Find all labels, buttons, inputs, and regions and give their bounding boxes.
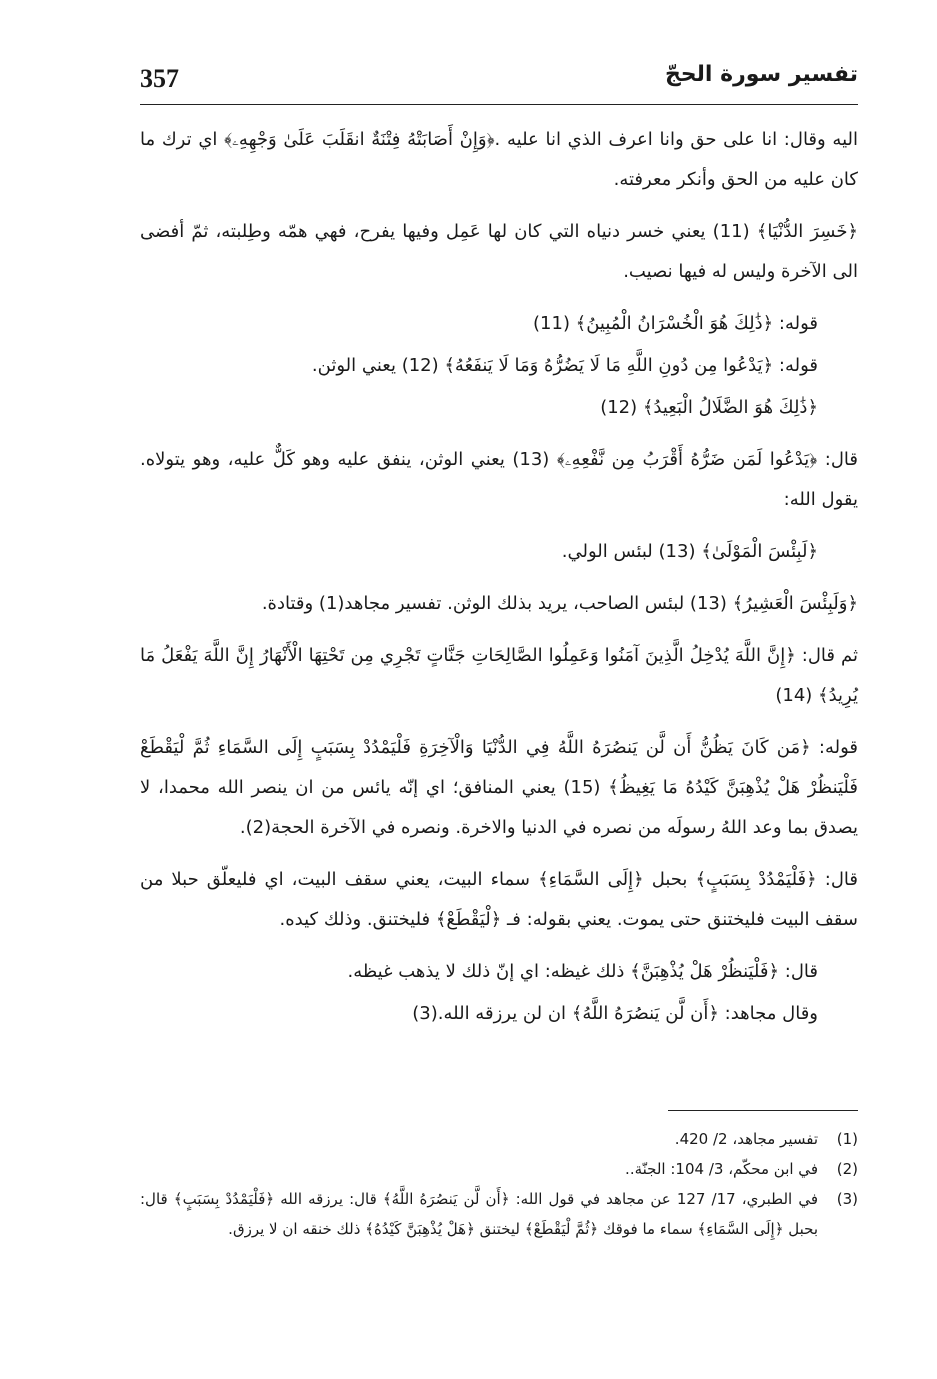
footnote-text: في الطبري، 17/ 127 عن مجاهد في قول الله: ﴿أَن لَّن يَنصُرَهُ اللَّهُ﴾ قال: يرزقه الله ﴿فَلْيَمْدُدْ بِسَبَبٍ﴾ قال: بحبل ﴿إِلَى السَّمَاءِ﴾ سماء ما فوقك ﴿ثُمَّ لْيَقْطَعْ﴾ ليختنق ﴿هَلْ يُذْهِبَنَّ كَيْدُهُ﴾ ذلك خنقه ان لا يرزق. — [140, 1190, 818, 1238]
paragraph-7: ﴿لَبِئْسَ الْمَوْلَىٰ﴾ (13) لبئس الولي. — [561, 541, 818, 562]
footnote-2 — [140, 1154, 858, 1184]
footnote-text: في ابن محكّم، 3/ 104: الجنّة.. — [625, 1160, 818, 1178]
footnote-divider — [668, 1110, 858, 1111]
page-number: 357 — [140, 64, 179, 93]
paragraph-8: ﴿وَلَبِئْسَ الْعَشِيرُ﴾ (13) لبئس الصاحب، يريد بذلك الوثن. تفسير مجاهد(1) وقتادة. — [261, 593, 858, 614]
paragraph-6: قال: ﴿يَدْعُوا لَمَن ضَرُّهُ أَقْرَبُ مِن نَّفْعِهِۦ﴾ (13) يعني الوثن، ينفق عليه وهو كَلٌّ عليه، وهو يتولاه. يقول الله: — [140, 449, 858, 510]
paragraph-10: قوله: ﴿مَن كَانَ يَظُنُّ أَن لَّن يَنصُرَهُ اللَّهُ فِي الدُّنْيَا وَالْآخِرَةِ فَلْيَمْدُدْ بِسَبَبٍ إِلَى السَّمَاءِ ثُمَّ لْيَقْطَعْ فَلْيَنظُرْ هَلْ يُذْهِبَنَّ كَيْدُهُ مَا يَغِيظُ﴾ (15) يعني المنافق؛ اي إنّه يائس من ان ينصر الله محمدا، لا يصدق بما وعد اللهُ رسولَه من نصره في الدنيا والاخرة. ونصره في الآخرة الحجة(2). — [140, 737, 858, 838]
paragraph-1: اليه وقال: انا على حق وانا اعرف الذي انا عليه .﴿وَإِنْ أَصَابَتْهُ فِتْنَةٌ انقَلَبَ عَلَىٰ وَجْهِهِۦ﴾ اي ترك ما كان عليه من الحق وأنكر معرفته. — [140, 129, 858, 190]
paragraph-5: ﴿ذَٰلِكَ هُوَ الضَّلَالُ الْبَعِيدُ﴾ (12) — [600, 397, 818, 418]
page-header — [140, 60, 858, 105]
paragraph-4: قوله: ﴿يَدْعُوا مِن دُونِ اللَّهِ مَا لَا يَضُرُّهُ وَمَا لَا يَنفَعُهُ﴾ (12) يعني الوثن. — [311, 355, 818, 376]
paragraph-3: قوله: ﴿ذَٰلِكَ هُوَ الْخُسْرَانُ الْمُبِينُ﴾ (11) — [533, 313, 818, 334]
footnote-number: (2) — [836, 1160, 858, 1178]
footnote-number: (1) — [836, 1130, 858, 1148]
paragraph-12: قال: ﴿فَلْيَنظُرْ هَلْ يُذْهِبَنَّ﴾ ذلك غيظه: اي إنّ ذلك لا يذهب غيظه. — [347, 961, 818, 982]
paragraph-11: قال: ﴿فَلْيَمْدُدْ بِسَبَبٍ﴾ بحبل ﴿إِلَى السَّمَاءِ﴾ سماء البيت، يعني سقف البيت، اي فليعلّق حبلا من سقف البيت فليختنق حتى يموت. يعني بقوله: فـ ﴿لْيَقْطَعْ﴾ فليختنق. وذلك كيده. — [140, 869, 858, 930]
footnotes — [140, 1124, 858, 1244]
paragraph-9: ثم قال: ﴿إِنَّ اللَّهَ يُدْخِلُ الَّذِينَ آمَنُوا وَعَمِلُوا الصَّالِحَاتِ جَنَّاتٍ تَجْرِي مِن تَحْتِهَا الْأَنْهَارُ إِنَّ اللَّهَ يَفْعَلُ مَا يُرِيدُ﴾ (14) — [140, 645, 858, 706]
paragraph-2: ﴿خَسِرَ الدُّنْيَا﴾ (11) يعني خسر دنياه التي كان لها عَمِل وفيها يفرح، فهي همّه وطِلبته، ثمّ أفضى الى الآخرة وليس له فيها نصيب. — [140, 221, 858, 282]
footnote-number: (3) — [836, 1190, 858, 1208]
footnote-1 — [140, 1124, 858, 1154]
running-title: تفسير سورة الحجّ — [664, 62, 858, 87]
footnote-3 — [140, 1184, 858, 1244]
footnote-text: تفسير مجاهد، 2/ 420. — [674, 1130, 818, 1148]
main-text — [140, 120, 858, 1036]
paragraph-13: وقال مجاهد: ﴿أَن لَّن يَنصُرَهُ اللَّهُ﴾ ان لن يرزقه الله.(3) — [412, 1003, 818, 1024]
